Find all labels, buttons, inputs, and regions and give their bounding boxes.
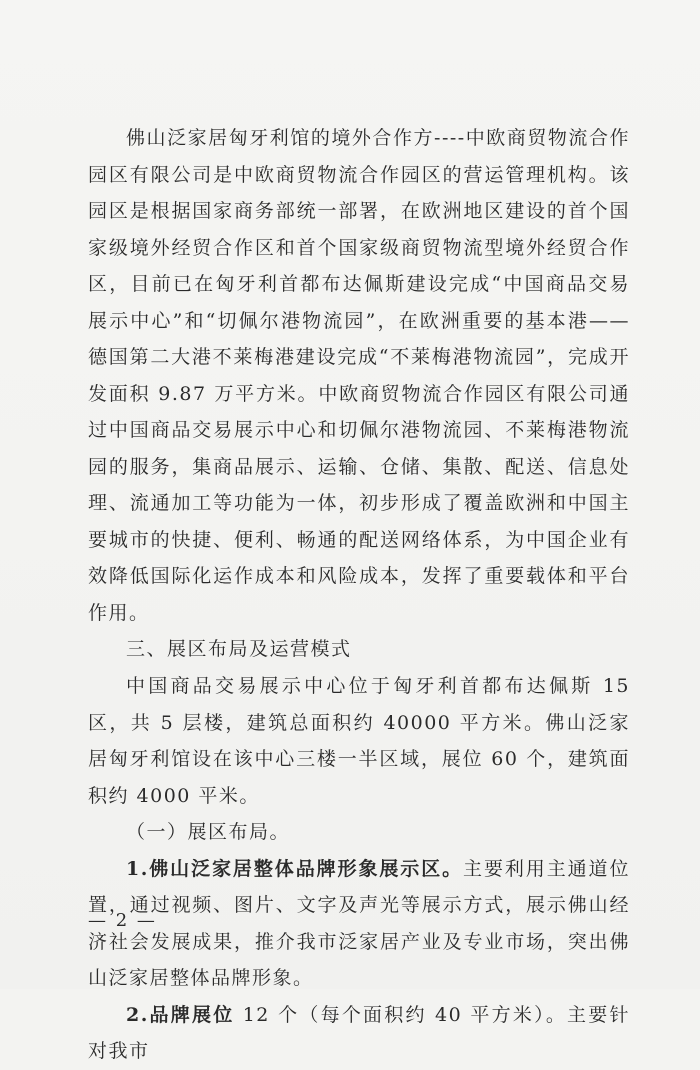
item-1-text: 主要利用主通道位置，通过视频、图片、文字及声光等展示方式，展示佛山经济社会发展成果，推介我市泛家居产业及专业市场，突出佛山泛家居整体品牌形象。: [88, 857, 630, 989]
paragraph-item-1: [88, 851, 630, 997]
paragraph-exhibition-center: 中国商品交易展示中心位于匈牙利首都布达佩斯 15 区，共 5 层楼，建筑总面积约 40000 平方米。佛山泛家居匈牙利馆设在该中心三楼一半区域，展位 60 个，建筑面积约 4000 平米。: [88, 675, 630, 807]
subheading-layout: （一）展区布局。: [126, 821, 291, 843]
item-2-text: 12 个（每个面积约 40 平方米）。主要针对我市: [88, 1003, 630, 1062]
section-heading-layout-operation: 三、展区布局及运营模式: [126, 638, 352, 660]
document-body: [88, 120, 630, 1070]
paragraph-item-2: [88, 997, 630, 1070]
page-number: — 2 —: [88, 910, 157, 931]
paragraph-overseas-partner: 佛山泛家居匈牙利馆的境外合作方----中欧商贸物流合作园区有限公司是中欧商贸物流合作园区的营运管理机构。该园区是根据国家商务部统一部署，在欧洲地区建设的首个国家级境外经贸合作区和首个国家级商贸物流型境外经贸合作区，目前已在匈牙利首都布达佩斯建设完成“中国商品交易展示中心”和“切佩尔港物流园”，在欧洲重要的基本港——德国第二大港不莱梅港建设完成“不莱梅港物流园”，完成开发面积 9.87 万平方米。中欧商贸物流合作园区有限公司通过中国商品交易展示中心和切佩尔港物流园、不莱梅港物流园的服务，集商品展示、运输、仓储、集散、配送、信息处理、流通加工等功能为一体，初步形成了覆盖欧洲和中国主要城市的快捷、便利、畅通的配送网络体系，为中国企业有效降低国际化运作成本和风险成本，发挥了重要载体和平台作用。: [88, 127, 630, 624]
item-1-title: 1.佛山泛家居整体品牌形象展示区。: [126, 857, 464, 880]
item-2-title: 2.品牌展位: [126, 1003, 235, 1026]
